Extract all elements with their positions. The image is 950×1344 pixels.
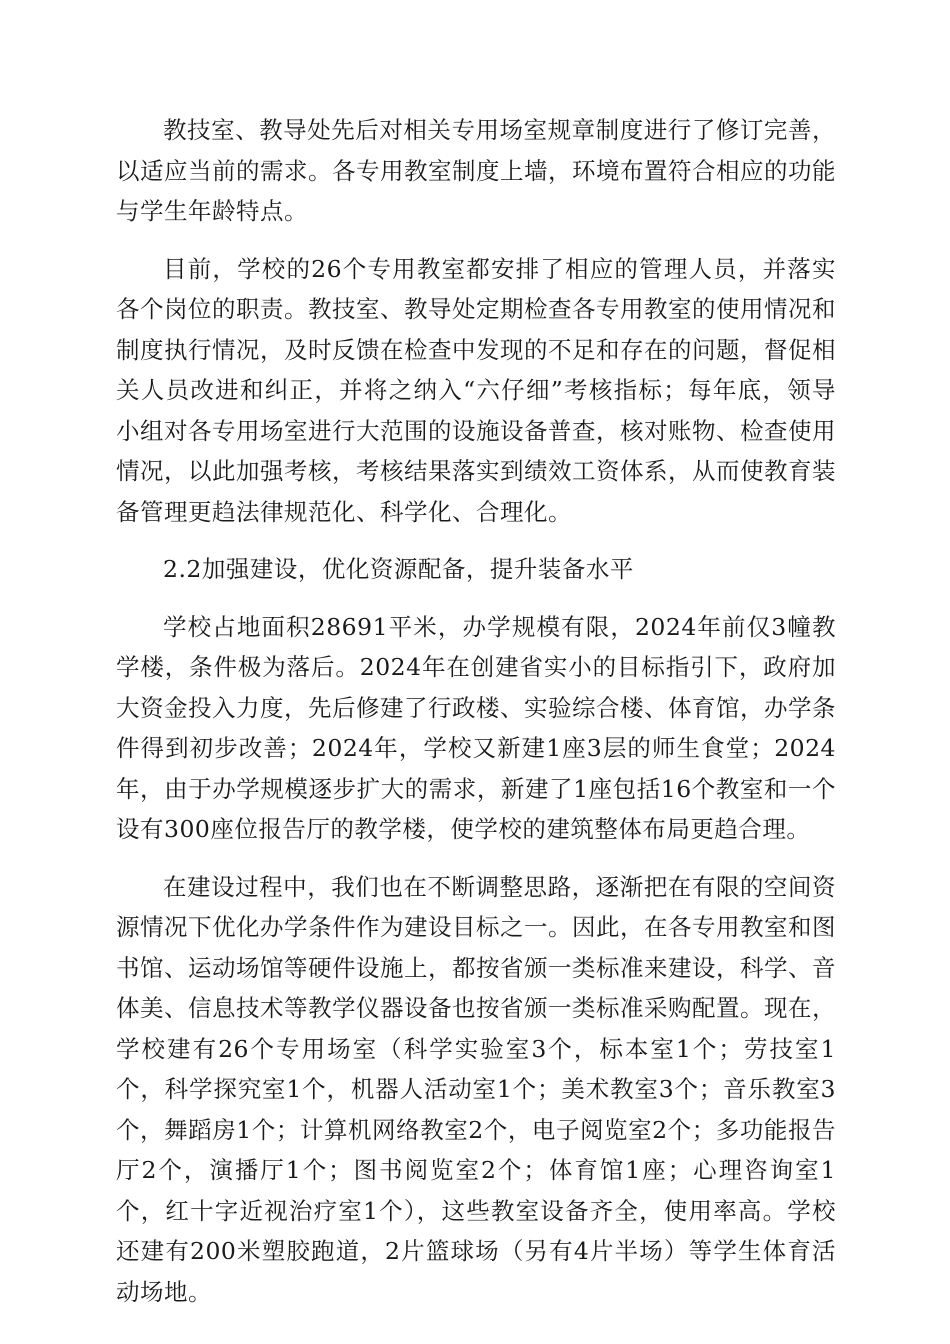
paragraph-construction: 学校占地面积28691平米，办学规模有限，2024年前仅3幢教学楼，条件极为落后。2024年在创建省实小的目标指引下，政府加大资金投入力度，先后修建了行政楼、实验综合楼、体育馆，办学条件得到初步改善；2024年，学校又新建1座3层的师生食堂；2024年，由于办学规模逐步扩大的需求，新建了1座包括16个教室和一个设有300座位报告厅的教学楼，使学校的建筑整体布局更趋合理。 — [116, 612, 836, 843]
paragraph-facilities: 在建设过程中，我们也在不断调整思路，逐渐把在有限的空间资源情况下优化办学条件作为建设目标之一。因此，在各专用教室和图书馆、运动场馆等硬件设施上，都按省颁一类标准来建设，科学、音体美、信息技术等教学仪器设备也按省颁一类标准采购配置。现在，学校建有26个专用场室（科学实验室3个，标本室1个；劳技室1个，科学探究室1个，机器人活动室1个；美术教室3个；音乐教室3个，舞蹈房1个；计算机网络教室2个，电子阅览室2个；多功能报告厅2个，演播厅1个；图书阅览室2个；体育馆1座；心理咨询室1个，红十字近视治疗室1个），这些教室设备齐全，使用率高。学校还建有200米塑胶跑道，2片篮球场（另有4片半场）等学生体育活动场地。 — [116, 872, 836, 1306]
section-heading: 2.2加强建设，优化资源配备，提升装备水平 — [163, 555, 634, 583]
document-page — [116, 110, 836, 1312]
paragraph-management: 目前，学校的26个专用教室都安排了相应的管理人员，并落实各个岗位的职责。教技室、教导处定期检查各专用教室的使用情况和制度执行情况，及时反馈在检查中发现的不足和存在的问题，督促相关人员改进和纠正，并将之纳入“六仔细”考核指标；每年底，领导小组对各专用场室进行大范围的设施设备普查，核对账物、检查使用情况，以此加强考核，考核结果落实到绩效工资体系，从而使教育装备管理更趋法律规范化、科学化、合理化。 — [116, 254, 836, 526]
paragraph-regulations: 教技室、教导处先后对相关专用场室规章制度进行了修订完善，以适应当前的需求。各专用教室制度上墙，环境布置符合相应的功能与学生年龄特点。 — [116, 116, 836, 225]
